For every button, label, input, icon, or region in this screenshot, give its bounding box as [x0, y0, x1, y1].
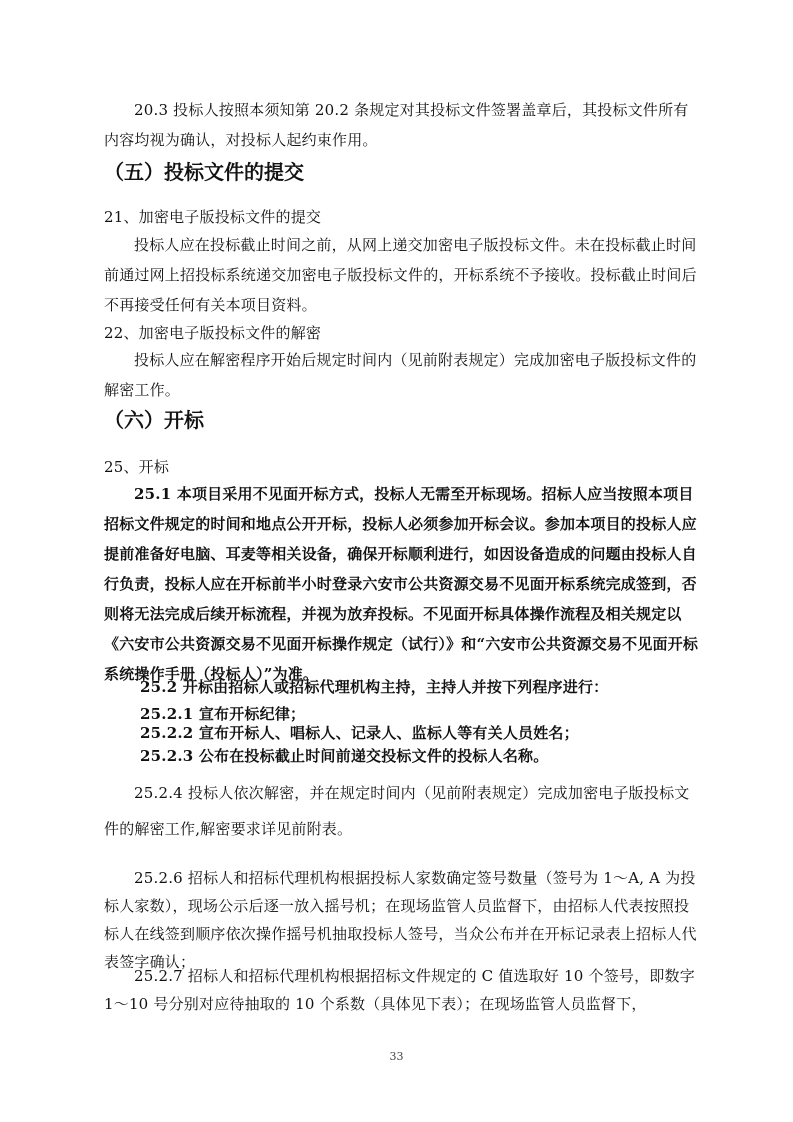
paragraph-25-2-3: 25.2.3 公布在投标截止时间前递交投标文件的投标人名称。 [140, 747, 549, 765]
paragraph-25-2: 25.2 开标由招标人或招标代理机构主持，主持人并按下列程序进行： [140, 678, 609, 696]
paragraph-25-2-4: 25.2.4 投标人依次解密，并在规定时间内（见前附表规定）完成加密电子版投标文件的解密工作,解密要求详见前附表。 [104, 784, 690, 838]
paragraph-25-2-1: 25.2.1 宣布开标纪律； [140, 705, 306, 723]
paragraph-25-2-2: 25.2.2 宣布开标人、唱标人、记录人、监标人等有关人员姓名； [140, 724, 579, 742]
page-number: 33 [389, 1050, 404, 1063]
section-heading-5: （五）投标文件的提交 [104, 160, 304, 184]
paragraph-22: 投标人应在解密程序开始后规定时间内（见前附表规定）完成加密电子版投标文件的解密工作。 [104, 351, 697, 399]
paragraph-25-2-7: 25.2.7 招标人和招标代理机构根据招标文件规定的 C 值选取好 10 个签号，即数字 1～10 号分别对应待抽取的 10 个系数（具体见下表）；在现场监管人员监督下， [104, 967, 695, 1013]
paragraph-21: 投标人应在投标截止时间之前，从网上递交加密电子版投标文件。未在投标截止时间前通过网上招投标系统递交加密电子版投标文件的，开标系统不予接收。投标截止时间后不再接受任何有关本项目资料。 [104, 236, 697, 314]
item-21-title: 21、加密电子版投标文件的提交 [104, 208, 322, 226]
section-heading-6: （六）开标 [104, 408, 204, 432]
paragraph-25-1: 25.1 本项目采用不见面开标方式，投标人无需至开标现场。招标人应当按照本项目招标文件规定的时间和地点公开开标，投标人必须参加开标会议。参加本项目的投标人应提前准备好电脑、耳麦等相关设备，确保开标顺利进行，如因设备造成的问题由投标人自行负责，投标人应在开标前半小时登录六安市公共资源交易不见面开标系统完成签到，否则将无法完成后续开标流程，并视为放弃投标。不见面开标具体操作流程及相关规定以《六安市公共资源交易不见面开标操作规定（试行）》和“六安市公共资源交易不见面开标系统操作手册（投标人）”为准。 [104, 485, 699, 683]
paragraph-25-2-6: 25.2.6 招标人和招标代理机构根据投标人家数确定签号数量（签号为 1～A, A 为投标人家数），现场公示后逐一放入摇号机；在现场监管人员监督下，由招标人代表按照投标人在线签到顺序依次操作摇号机抽取投标人签号，当众公布并在开标记录表上招标人代表签字确认； [104, 869, 697, 971]
item-22-title: 22、加密电子版投标文件的解密 [104, 324, 322, 342]
paragraph-20-3: 20.3 投标人按照本须知第 20.2 条规定对其投标文件签署盖章后，其投标文件所有内容均视为确认，对投标人起约束作用。 [104, 101, 689, 149]
item-25-title: 25、开标 [104, 458, 170, 476]
